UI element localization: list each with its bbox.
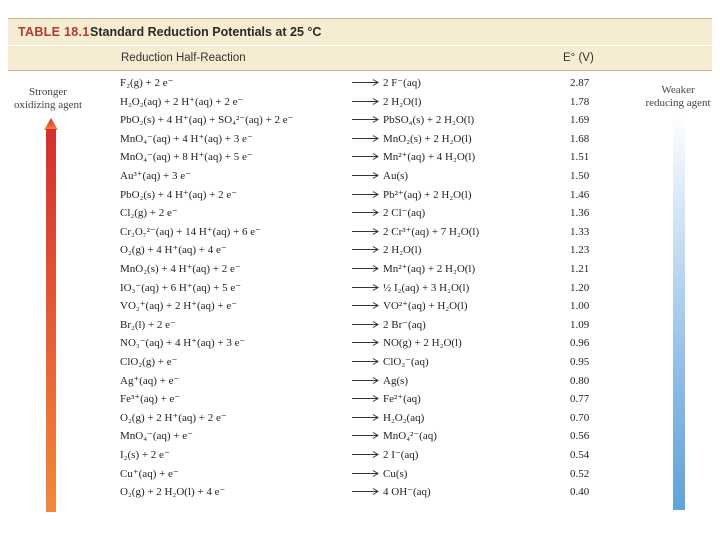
reactant-cell: Au³⁺(aq) + 3 e⁻ bbox=[120, 170, 191, 182]
table-row bbox=[0, 167, 720, 185]
product-cell: 2 F⁻(aq) bbox=[383, 77, 421, 89]
table-label: TABLE 18.1 bbox=[18, 25, 90, 39]
table-row bbox=[0, 130, 720, 148]
table-row bbox=[0, 148, 720, 166]
product-cell: ½ I₂(aq) + 3 H₂O(l) bbox=[383, 281, 470, 294]
potential-value: 0.77 bbox=[570, 393, 590, 406]
reactant-cell: MnO₄⁻(aq) + 4 H⁺(aq) + 3 e⁻ bbox=[120, 132, 253, 145]
reactant-cell: Cr₂O₇²⁻(aq) + 14 H⁺(aq) + 6 e⁻ bbox=[120, 225, 261, 238]
potential-value: 1.36 bbox=[570, 207, 590, 220]
reactant-cell: F₂(g) + 2 e⁻ bbox=[120, 77, 174, 89]
reactant-cell: Fe³⁺(aq) + e⁻ bbox=[120, 393, 181, 406]
table-row bbox=[0, 353, 720, 371]
reaction-arrow-icon bbox=[352, 487, 380, 496]
reaction-arrow-icon bbox=[352, 413, 380, 422]
reactant-cell: VO₂⁺(aq) + 2 H⁺(aq) + e⁻ bbox=[120, 300, 238, 313]
potential-value: 1.09 bbox=[570, 318, 590, 331]
reaction-arrow-icon bbox=[352, 227, 380, 236]
reactant-cell: Cu⁺(aq) + e⁻ bbox=[120, 467, 179, 480]
product-cell: VO²⁺(aq) + H₂O(l) bbox=[383, 300, 468, 313]
reactant-cell: ClO₂(g) + e⁻ bbox=[120, 356, 178, 368]
table-row bbox=[0, 483, 720, 501]
potential-value: 1.50 bbox=[570, 170, 590, 182]
product-cell: Mn²⁺(aq) + 2 H₂O(l) bbox=[383, 263, 476, 275]
potential-value: 1.69 bbox=[570, 114, 590, 127]
potential-value: 0.52 bbox=[570, 467, 590, 480]
product-cell: Au(s) bbox=[383, 170, 409, 182]
product-cell: NO(g) + 2 H₂O(l) bbox=[383, 337, 462, 350]
reaction-arrow-icon bbox=[352, 450, 380, 459]
reaction-arrow-icon bbox=[352, 208, 380, 217]
reactant-cell: MnO₄⁻(aq) + 8 H⁺(aq) + 5 e⁻ bbox=[120, 151, 253, 164]
potential-value: 1.78 bbox=[570, 95, 590, 108]
reaction-arrow-icon bbox=[352, 245, 380, 254]
reaction-arrow-icon bbox=[352, 469, 380, 478]
table-row bbox=[0, 465, 720, 483]
column-header-row bbox=[8, 46, 712, 71]
reactant-cell: PbO₂(s) + 4 H⁺(aq) + 2 e⁻ bbox=[120, 188, 238, 201]
reaction-arrow-icon bbox=[352, 190, 380, 199]
reactant-cell: Ag⁺(aq) + e⁻ bbox=[120, 374, 180, 387]
potential-value: 0.70 bbox=[570, 411, 590, 424]
table-row bbox=[0, 260, 720, 278]
reactant-cell: O₂(g) + 2 H⁺(aq) + 2 e⁻ bbox=[120, 411, 227, 424]
table-row bbox=[0, 204, 720, 222]
product-cell: H₂O₂(aq) bbox=[383, 411, 425, 424]
potential-value: 0.95 bbox=[570, 356, 590, 368]
reaction-arrow-icon bbox=[352, 357, 380, 366]
reactant-cell: PbO₂(s) + 4 H⁺(aq) + SO₄²⁻(aq) + 2 e⁻ bbox=[120, 114, 294, 127]
reaction-arrow-icon bbox=[352, 283, 380, 292]
potential-value: 1.21 bbox=[570, 263, 590, 275]
reactant-cell: H₂O₂(aq) + 2 H⁺(aq) + 2 e⁻ bbox=[120, 95, 244, 108]
potential-value: 1.46 bbox=[570, 188, 590, 201]
stronger-oxidizing-line2: oxidizing agent bbox=[13, 99, 83, 111]
potential-value: 0.56 bbox=[570, 430, 590, 443]
table-row bbox=[0, 241, 720, 259]
product-cell: Mn²⁺(aq) + 4 H₂O(l) bbox=[383, 151, 476, 164]
reaction-arrow-icon bbox=[352, 264, 380, 273]
reaction-arrow-icon bbox=[352, 171, 380, 180]
weaker-reducing-line1: Weaker bbox=[661, 84, 695, 96]
product-cell: MnO₂(s) + 2 H₂O(l) bbox=[383, 132, 472, 145]
reactant-cell: MnO₄⁻(aq) + e⁻ bbox=[120, 430, 193, 443]
product-cell: Fe²⁺(aq) bbox=[383, 393, 421, 406]
table-row bbox=[0, 409, 720, 427]
potential-value: 1.33 bbox=[570, 225, 590, 238]
reaction-arrow-icon bbox=[352, 431, 380, 440]
table-title-bar bbox=[8, 18, 712, 45]
reaction-arrow-icon bbox=[352, 376, 380, 385]
reaction-arrow-icon bbox=[352, 78, 380, 87]
potential-value: 0.96 bbox=[570, 337, 590, 350]
table-row bbox=[0, 186, 720, 204]
product-cell: Cu(s) bbox=[383, 467, 408, 480]
reactant-cell: Br₂(l) + 2 e⁻ bbox=[120, 318, 176, 331]
potential-value: 0.40 bbox=[570, 486, 590, 499]
reactant-cell: I₂(s) + 2 e⁻ bbox=[120, 449, 170, 461]
table-row bbox=[0, 279, 720, 297]
potential-value: 1.68 bbox=[570, 132, 590, 145]
potential-value: 1.51 bbox=[570, 151, 590, 164]
table-title: Standard Reduction Potentials at 25 °C bbox=[90, 25, 322, 39]
reaction-arrow-icon bbox=[352, 338, 380, 347]
product-cell: Pb²⁺(aq) + 2 H₂O(l) bbox=[383, 188, 472, 201]
potential-value: 1.00 bbox=[570, 300, 590, 313]
reactant-cell: NO₃⁻(aq) + 4 H⁺(aq) + 3 e⁻ bbox=[120, 337, 246, 350]
table-row bbox=[0, 334, 720, 352]
table-row bbox=[0, 297, 720, 315]
table-row bbox=[0, 74, 720, 92]
potential-value: 1.23 bbox=[570, 244, 590, 257]
reaction-arrow-icon bbox=[352, 394, 380, 403]
table-row bbox=[0, 223, 720, 241]
reaction-arrow-icon bbox=[352, 134, 380, 143]
potential-value: 0.80 bbox=[570, 374, 590, 387]
table-row bbox=[0, 372, 720, 390]
column-header-potential: E° (V) bbox=[563, 52, 594, 64]
product-cell: PbSO₄(s) + 2 H₂O(l) bbox=[383, 114, 475, 127]
reactant-cell: MnO₂(s) + 4 H⁺(aq) + 2 e⁻ bbox=[120, 263, 241, 275]
stronger-oxidizing-line1: Stronger bbox=[29, 86, 67, 98]
product-cell: 2 Cl⁻(aq) bbox=[383, 207, 426, 220]
product-cell: 2 Cr³⁺(aq) + 7 H₂O(l) bbox=[383, 225, 480, 238]
reaction-arrow-icon bbox=[352, 301, 380, 310]
table-row bbox=[0, 427, 720, 445]
product-cell: 4 OH⁻(aq) bbox=[383, 486, 431, 499]
product-cell: 2 Br⁻(aq) bbox=[383, 318, 426, 331]
product-cell: MnO₄²⁻(aq) bbox=[383, 430, 437, 443]
product-cell: 2 H₂O(l) bbox=[383, 244, 422, 257]
reactant-cell: Cl₂(g) + 2 e⁻ bbox=[120, 207, 178, 220]
product-cell: ClO₂⁻(aq) bbox=[383, 356, 429, 368]
reaction-arrow-icon bbox=[352, 152, 380, 161]
reactant-cell: IO₃⁻(aq) + 6 H⁺(aq) + 5 e⁻ bbox=[120, 281, 242, 294]
product-cell: Ag(s) bbox=[383, 374, 409, 387]
column-header-reaction: Reduction Half-Reaction bbox=[121, 52, 246, 64]
table-row bbox=[0, 390, 720, 408]
reaction-arrow-icon bbox=[352, 115, 380, 124]
table-row bbox=[0, 111, 720, 129]
weaker-reducing-line2: reducing agent bbox=[645, 97, 711, 109]
table-row bbox=[0, 93, 720, 111]
table-row bbox=[0, 316, 720, 334]
reaction-arrow-icon bbox=[352, 320, 380, 329]
reactant-cell: O₂(g) + 2 H₂O(l) + 4 e⁻ bbox=[120, 486, 226, 499]
table-row bbox=[0, 446, 720, 464]
potential-value: 2.87 bbox=[570, 77, 590, 89]
reaction-arrow-icon bbox=[352, 97, 380, 106]
product-cell: 2 I⁻(aq) bbox=[383, 449, 419, 461]
reactant-cell: O₂(g) + 4 H⁺(aq) + 4 e⁻ bbox=[120, 244, 227, 257]
potential-value: 1.20 bbox=[570, 281, 590, 294]
potential-value: 0.54 bbox=[570, 449, 590, 461]
product-cell: 2 H₂O(l) bbox=[383, 95, 422, 108]
